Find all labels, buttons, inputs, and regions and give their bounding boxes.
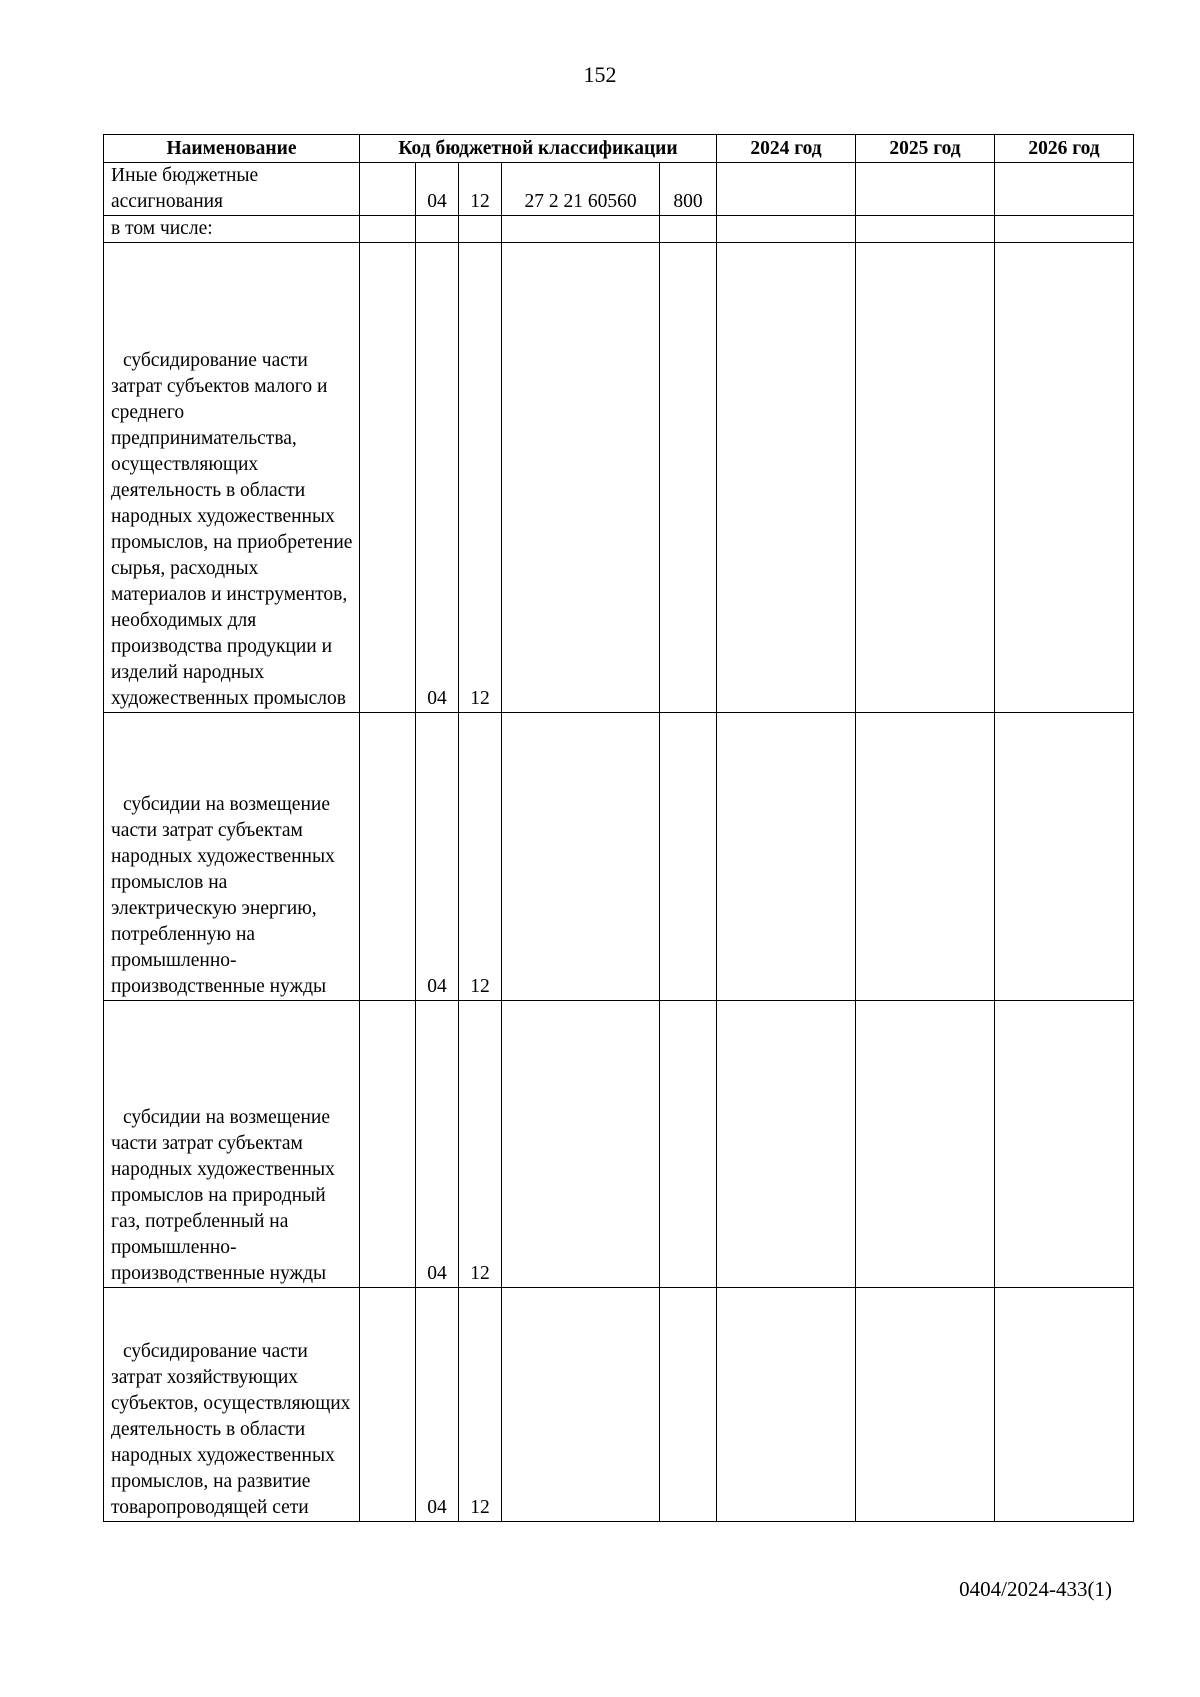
value-2025 [856,216,995,243]
value-2024 [717,1001,856,1288]
code-section: 04 [416,1288,459,1522]
row-name: Иные бюджетные ассигнования [104,163,360,216]
code-expense-type [660,1288,717,1522]
code-subsection: 12 [459,1001,502,1288]
code-subsection: 12 [459,713,502,1001]
row-name: в том числе: [104,216,360,243]
code-target-article [502,243,660,713]
value-2024 [717,1288,856,1522]
value-2025 [856,163,995,216]
value-2026 [995,243,1134,713]
header-2025: 2025 год [856,135,995,163]
header-name: Наименование [104,135,360,163]
header-budget-code: Код бюджетной классификации [360,135,717,163]
row-name: субсидирование части затрат хозяйствующих субъектов, осуществляющих деятельность в области народных художественных промыслов, на развитие товаропроводящей сети [104,1288,360,1522]
table-row [104,163,1134,216]
row-name: субсидирование части затрат субъектов малого и среднего предпринимательства, осуществляющих деятельность в области народных художественных промыслов, на приобретение сырья, расходных материалов и инструментов, необходимых для производства продукции и изделий народных художественных промыслов [104,243,360,713]
value-2026 [995,1288,1134,1522]
row-name: субсидии на возмещение части затрат субъектам народных художественных промыслов на природный газ, потребленный на промышленно-производственные нужды [104,1001,360,1288]
code-cell [360,1288,416,1522]
code-section: 04 [416,1001,459,1288]
table-row [104,243,1134,713]
value-2024 [717,243,856,713]
code-expense-type [660,243,717,713]
header-2024: 2024 год [717,135,856,163]
budget-table [103,134,1134,1522]
value-2026 [995,713,1134,1001]
code-cell [360,243,416,713]
value-2024 [717,216,856,243]
page-number: 152 [583,62,617,87]
code-cell [360,1001,416,1288]
table-row [104,216,1134,243]
value-2025 [856,713,995,1001]
code-subsection: 12 [459,1288,502,1522]
value-2026 [995,1001,1134,1288]
code-target-article [502,713,660,1001]
table-row [104,713,1134,1001]
code-target-article [502,1001,660,1288]
value-2024 [717,163,856,216]
value-2024 [717,713,856,1001]
code-section: 04 [416,243,459,713]
code-expense-type [660,1001,717,1288]
value-2026 [995,216,1134,243]
code-section [416,216,459,243]
table-row [104,1288,1134,1522]
code-subsection: 12 [459,243,502,713]
code-target-article [502,1288,660,1522]
code-expense-type [660,713,717,1001]
code-section: 04 [416,163,459,216]
code-target-article: 27 2 21 60560 [502,163,660,216]
table-header-row [104,135,1134,163]
value-2025 [856,1001,995,1288]
value-2025 [856,1288,995,1522]
value-2026 [995,163,1134,216]
code-cell [360,216,416,243]
row-name: субсидии на возмещение части затрат субъектам народных художественных промыслов на электрическую энергию, потребленную на промышленно-производственные нужды [104,713,360,1001]
code-subsection [459,216,502,243]
code-target-article [502,216,660,243]
code-expense-type: 800 [660,163,717,216]
value-2025 [856,243,995,713]
code-expense-type [660,216,717,243]
code-section: 04 [416,713,459,1001]
table-row [104,1001,1134,1288]
code-cell [360,713,416,1001]
document-code: 0404/2024-433(1) [959,1577,1112,1601]
code-subsection: 12 [459,163,502,216]
header-2026: 2026 год [995,135,1134,163]
code-cell [360,163,416,216]
